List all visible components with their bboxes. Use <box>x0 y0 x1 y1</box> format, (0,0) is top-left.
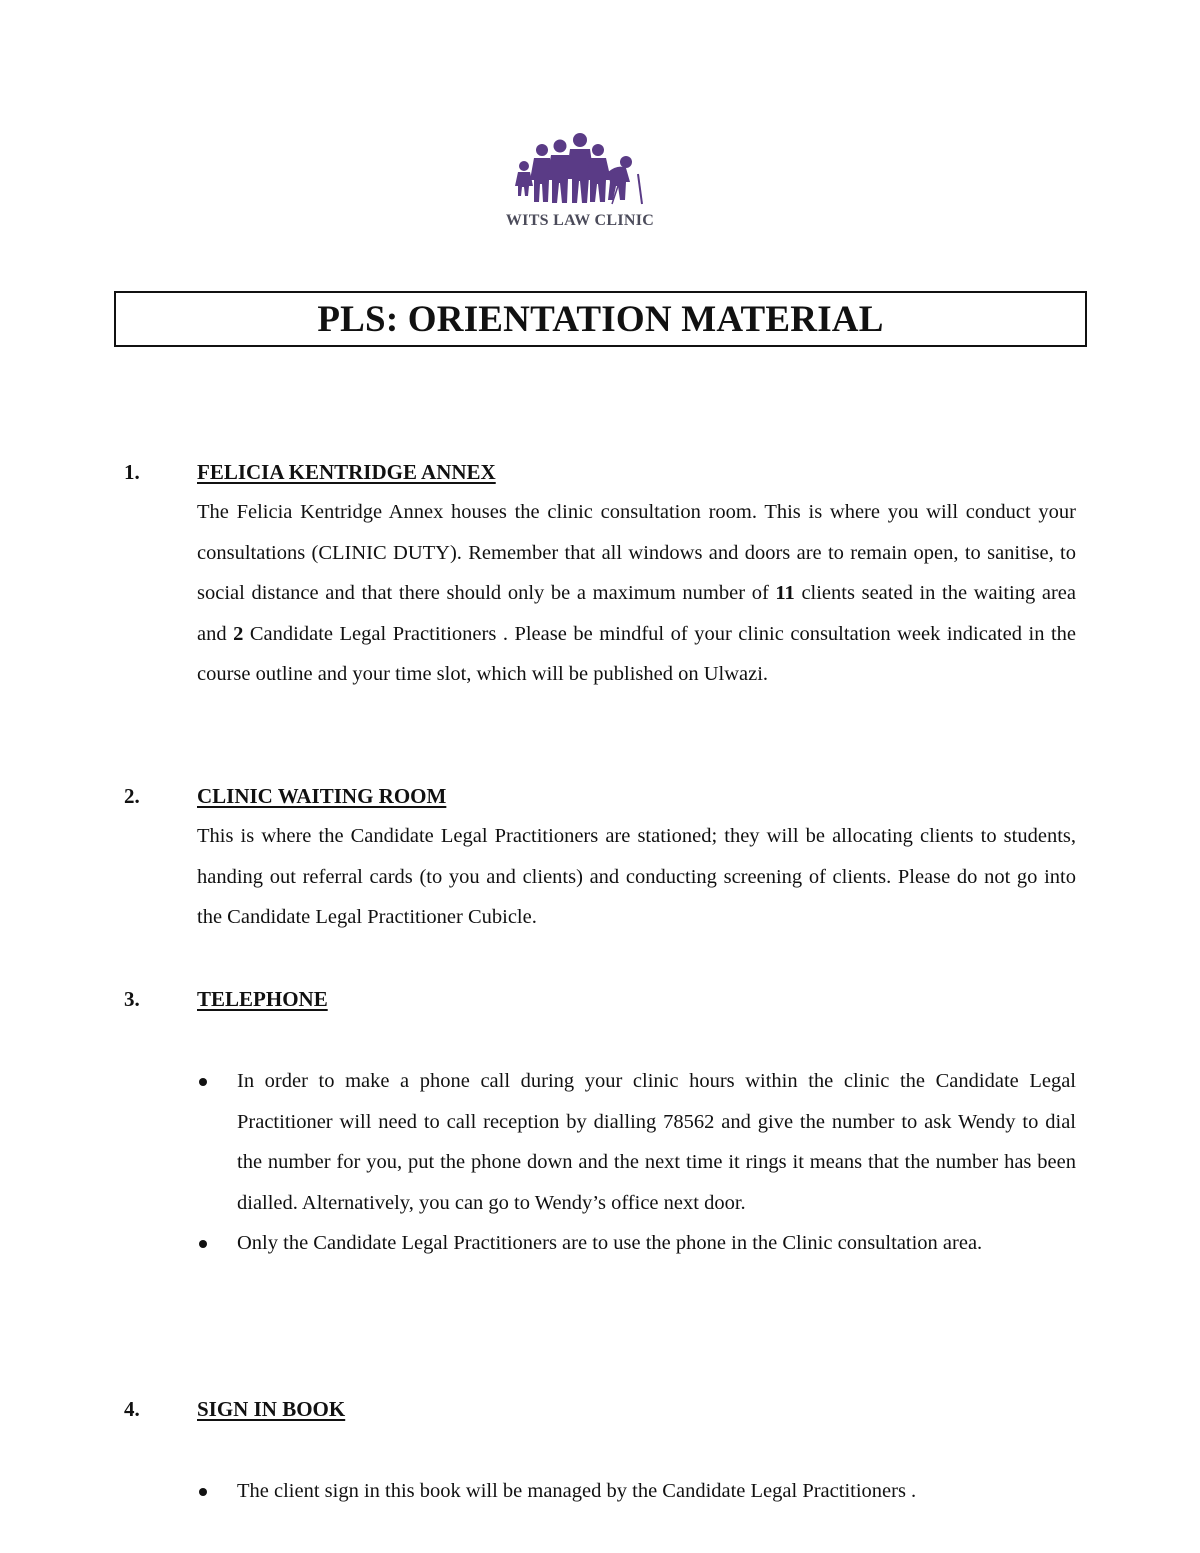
bullet-list <box>197 1061 1076 1264</box>
section-paragraph: This is where the Candidate Legal Practitioners are stationed; they will be allocating clients to students, handing out referral cards (to you and clients) and conducting screening of clients. Please do not go into the Candidate Legal Practitioner Cubicle. <box>197 825 1076 929</box>
page-title: PLS: ORIENTATION MATERIAL <box>317 298 884 340</box>
list-item-text: The client sign in this book will be managed by the Candidate Legal Practitioners . <box>237 1480 917 1502</box>
section-paragraph <box>197 492 1076 695</box>
section-heading <box>124 1389 1076 1429</box>
bullet-icon <box>199 1488 207 1496</box>
title-box <box>114 291 1087 347</box>
list-item <box>197 1223 1076 1264</box>
section-number: 3. <box>124 987 140 1011</box>
wits-law-clinic-logo <box>480 128 680 238</box>
section-number: 2. <box>124 784 140 808</box>
section-number: 4. <box>124 1397 140 1421</box>
section-heading <box>124 452 1076 492</box>
paragraph-text: clients seated in the waiting area and <box>197 582 1076 645</box>
max-clients-count: 11 <box>775 582 795 605</box>
paragraph-text: The Felicia Kentridge Annex houses the clinic consultation room. This is where you will conduct your consultations (CLINIC DUTY). Remember that all windows and doors are to remain open, to sanitise, to social distance and that there should only be a maximum number of <box>197 501 1076 605</box>
bullet-list <box>197 1471 1076 1512</box>
section-title: TELEPHONE <box>197 987 328 1011</box>
section-title: SIGN IN BOOK <box>197 1397 346 1421</box>
list-item <box>197 1061 1076 1223</box>
section-title: FELICIA KENTRIDGE ANNEX <box>197 460 496 484</box>
logo-text: WITS LAW CLINIC <box>505 212 655 229</box>
section-sign-in-book <box>124 1389 1076 1512</box>
section-title: CLINIC WAITING ROOM <box>197 784 447 808</box>
list-item <box>197 1471 1076 1512</box>
list-item-text: Only the Candidate Legal Practitioners are to use the phone in the Clinic consultation area. <box>237 1232 983 1255</box>
paragraph-text: Candidate Legal Practitioners . Please be mindful of your clinic consultation week indicated in the course outline and your time slot, which will be published on Ulwazi. <box>197 622 1076 686</box>
section-number: 1. <box>124 460 140 484</box>
section-telephone <box>124 979 1076 1264</box>
section-felicia-kentridge-annex <box>124 452 1076 695</box>
section-clinic-waiting-room <box>124 776 1076 938</box>
bullet-icon <box>199 1240 207 1248</box>
bullet-icon <box>199 1078 207 1086</box>
section-heading <box>124 776 1076 816</box>
section-heading <box>124 979 1076 1019</box>
list-item-text: In order to make a phone call during your clinic hours within the clinic the Candidate Legal Practitioner will need to call reception by dialling 78562 and give the number to ask Wendy to dial the number for you, put the phone down and the next time it rings it means that the number has been dialled. Alternatively, you can go to Wendy’s office next door. <box>237 1070 1076 1214</box>
max-practitioners-count: 2 <box>233 622 244 645</box>
people-silhouette-icon <box>480 128 680 208</box>
